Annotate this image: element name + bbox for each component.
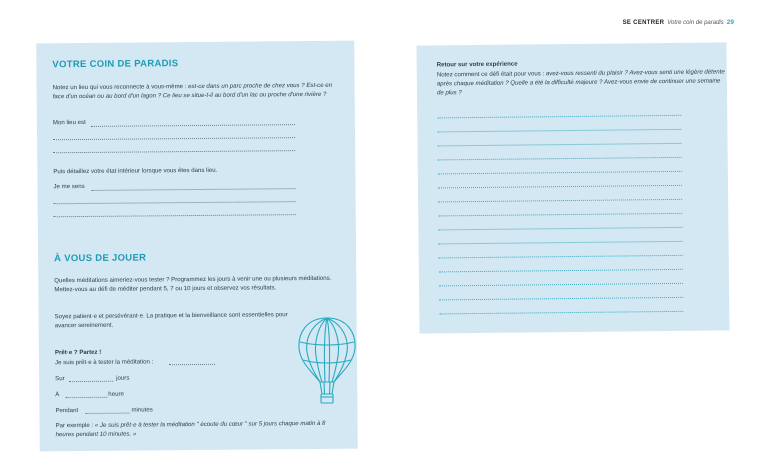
sur-label: Sur (55, 375, 65, 383)
example-text: « Je suis prêt·e à tester la méditation " écoute du cœur " sur 5 jours chaque matin à 8 heures pendant 10 minutes. » (55, 419, 326, 439)
example-prefix: Par exemple : (55, 421, 95, 430)
intro-italic: est-ce dans un parc proche de chez vous ? Est-ce en face d'un océan ou au bord d'un lagon ? Ce lieu se situe-t-il au bord d'un lac ou proche d'une rivière ? (52, 81, 333, 101)
running-header (623, 19, 734, 26)
page-number: 29 (726, 19, 734, 26)
puis-text: Puis détaillez votre état intérieur lorsque vous êtes dans lieu. (53, 166, 218, 176)
retour-line-15[interactable] (439, 311, 683, 315)
retour-line-12[interactable] (439, 269, 683, 273)
retour-line-5[interactable] (438, 171, 682, 175)
pret-line-label: Je suis prêt·e à tester la méditation : (54, 358, 154, 367)
retour-line-2[interactable] (437, 129, 681, 133)
retour-italic: avez-vous ressenti du plaisir ? Avez-vous senti une légère détente après chaque méditation ? Quelle a été la difficulté majeure ? Avez-vous envie de continuer une semaine de plus ? (436, 68, 725, 97)
retour-line-8[interactable] (438, 213, 682, 217)
a-label: À (55, 391, 60, 399)
retour-line-4[interactable] (438, 157, 682, 161)
retour-heading: Retour sur votre expérience (436, 60, 518, 69)
mon-lieu-line-1[interactable] (91, 124, 295, 127)
intro-paragraph (53, 81, 341, 102)
section-title-jouer: À VOUS DE JOUER (54, 252, 147, 265)
pendant-field[interactable] (85, 413, 129, 414)
pendant-label: Pendant (55, 407, 79, 415)
retour-text: Notez comment ce défi était pour vous : (436, 70, 546, 79)
header-section: SE CENTRER (622, 20, 665, 26)
mon-lieu-line-3[interactable] (53, 150, 295, 153)
mon-lieu-label: Mon lieu est (52, 118, 86, 127)
heure-label: heure (108, 390, 124, 398)
minutes-label: minutes (131, 406, 153, 414)
retour-line-1[interactable] (437, 115, 681, 119)
jours-label: jours (116, 374, 130, 382)
retour-line-14[interactable] (439, 297, 683, 301)
retour-line-13[interactable] (439, 283, 683, 287)
retour-line-6[interactable] (438, 185, 682, 189)
retour-line-9[interactable] (438, 227, 682, 231)
hot-air-balloon-icon (296, 316, 358, 410)
je-me-sens-line-2[interactable] (54, 201, 296, 204)
retour-line-11[interactable] (439, 255, 683, 259)
section-title-paradis: VOTRE COIN DE PARADIS (52, 58, 179, 71)
intro-text: Notez un lieu qui vous reconnecte à vous-même : (52, 83, 189, 92)
retour-line-7[interactable] (438, 199, 682, 203)
heure-field[interactable] (65, 397, 107, 398)
sur-field[interactable] (69, 381, 113, 382)
retour-line-3[interactable] (438, 143, 682, 147)
right-card (417, 42, 730, 333)
patience-paragraph: Soyez patient·e et persévérant·e. La pratique et la bienveillance sont essentielles pour avancer sereinement. (54, 311, 288, 330)
je-me-sens-line-1[interactable] (92, 188, 296, 191)
retour-paragraph (437, 67, 727, 97)
header-subtitle: Votre coin de paradis (667, 20, 724, 26)
meditation-field[interactable] (169, 364, 215, 365)
je-me-sens-label: Je me sens (53, 182, 85, 191)
je-me-sens-line-3[interactable] (54, 214, 296, 217)
retour-line-10[interactable] (439, 241, 683, 245)
meditations-paragraph: Quelles méditations aimeriez-vous tester ? Programmez les jours à venir une ou plusieurs méditations. Mettez-vous au défi de méditer pendant 5, 7 ou 10 jours et observez vos résultats. (54, 274, 332, 294)
mon-lieu-line-2[interactable] (53, 137, 295, 140)
pret-title: Prêt·e ? Partez ! (54, 348, 102, 357)
example-paragraph (56, 419, 346, 440)
